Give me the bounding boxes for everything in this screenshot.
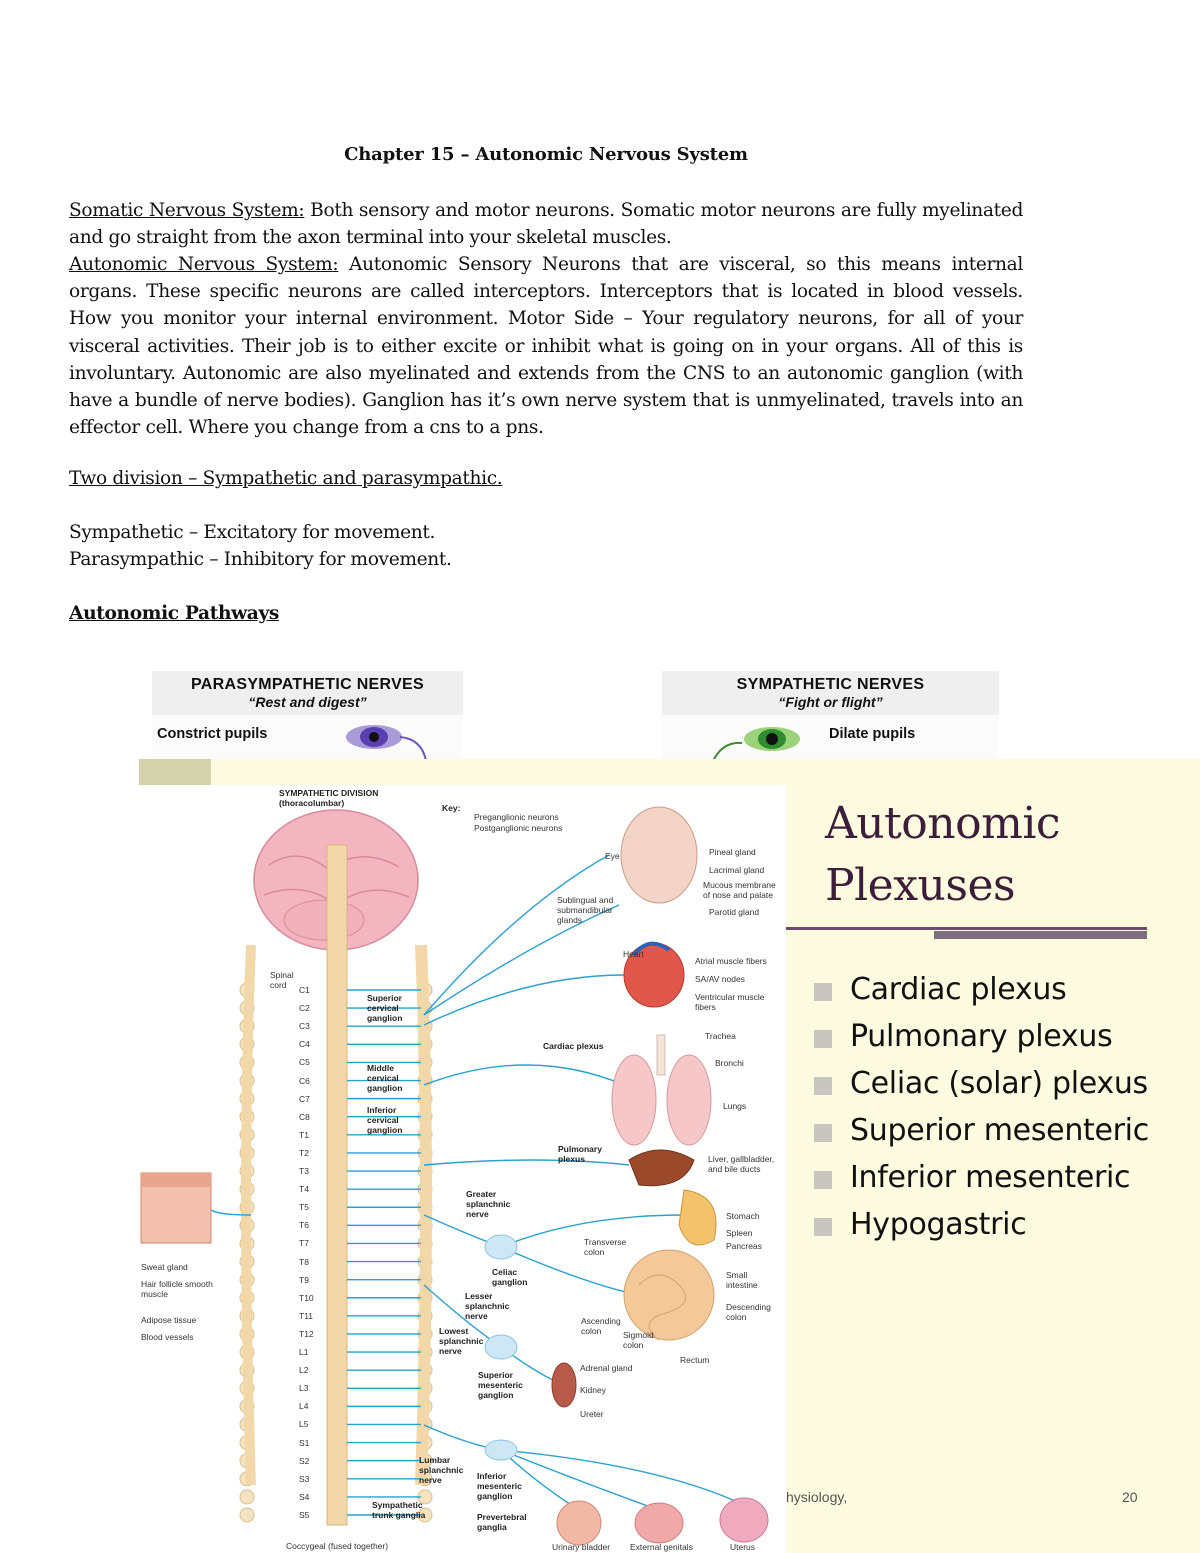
segment-label: L4 xyxy=(299,1401,309,1412)
rectum-label: Rectum xyxy=(680,1355,710,1365)
celiac-ganglion xyxy=(485,1235,517,1259)
slide-title-line1: Autonomic xyxy=(825,798,1061,849)
segment-label: T7 xyxy=(299,1238,309,1249)
cardiac-plexus-label: Cardiac plexus xyxy=(543,1041,604,1051)
spleen-label: Spleen xyxy=(726,1228,753,1238)
lowest-splanchnic-label: Lowest splanchnic nerve xyxy=(439,1326,484,1356)
pineal-gland-label: Pineal gland xyxy=(709,847,756,857)
ascending-colon-label: Ascending colon xyxy=(581,1316,621,1336)
plexus-list xyxy=(814,971,1174,1253)
ventricular-fibers-label: Ventricular muscle fibers xyxy=(695,992,765,1012)
parasympathetic-title: PARASYMPATHETIC NERVES xyxy=(191,676,424,693)
segment-label: T5 xyxy=(299,1202,309,1213)
heart-label: Heart xyxy=(623,949,644,959)
segment-label: T9 xyxy=(299,1274,309,1285)
two-division-heading: Two division – Sympathetic and parasympathic. xyxy=(69,468,503,489)
list-item: Hypogastric xyxy=(814,1206,1174,1244)
intestines-illustration xyxy=(624,1250,714,1340)
segment-label: S1 xyxy=(299,1437,310,1448)
segment-label: T11 xyxy=(299,1310,314,1321)
lungs-illustration xyxy=(612,1055,656,1145)
segment-label: C7 xyxy=(299,1093,310,1104)
segment-label: C6 xyxy=(299,1075,310,1086)
division-subtitle: (thoracolumbar) xyxy=(279,798,345,808)
atrial-fibers-label: Atrial muscle fibers xyxy=(695,956,767,966)
constrict-pupils-label: Constrict pupils xyxy=(157,726,268,742)
slide-title-line2: Plexuses xyxy=(825,860,1016,911)
adipose-tissue-label: Adipose tissue xyxy=(141,1315,197,1325)
sympathetic-title: SYMPATHETIC NERVES xyxy=(736,676,925,693)
slide-accent-bar xyxy=(139,759,211,785)
autonomic-text: Autonomic Sensory Neurons that are visceral, so this means internal organs. These specific neurons are called interceptors. Interceptors that is located in blood vessels. How you monitor your internal environment. Motor Side – Your regulatory neurons, for all of your visceral activities. Their job is to either excite or inhibit what is going on in your organs. All of this is involuntary. Autonomic are also myelinated and extends from the CNS to an autonomic ganglion (with have a bundle of nerve bodies). Ganglion has it’s own nerve system that is unmyelinated, travels into an effector cell. Where you change from a cns to a pns. xyxy=(69,254,1024,439)
middle-cervical-ganglion-label: Middle cervical ganglion xyxy=(367,1063,403,1093)
sublingual-glands-label: Sublingual and submandibular glands xyxy=(557,895,614,925)
segment-label: S2 xyxy=(299,1455,310,1466)
spinal-cord-label: Spinal cord xyxy=(270,970,294,990)
lungs-label: Lungs xyxy=(723,1101,747,1111)
green-eye-icon xyxy=(702,723,812,763)
list-item: Inferior mesenteric xyxy=(814,1159,1174,1197)
segment-label: C3 xyxy=(299,1021,310,1032)
transverse-colon-label: Transverse colon xyxy=(584,1237,627,1257)
square-bullet-icon xyxy=(814,1124,832,1142)
parasympathic-line: Parasympathic – Inhibitory for movement. xyxy=(69,549,452,570)
ureter-label: Ureter xyxy=(580,1409,604,1419)
superior-mesenteric-label: Superior mesenteric ganglion xyxy=(478,1370,523,1400)
division-title: SYMPATHETIC DIVISION xyxy=(279,788,379,798)
list-item: Celiac (solar) plexus xyxy=(814,1065,1174,1103)
list-item: Cardiac plexus xyxy=(814,971,1174,1009)
sa-av-nodes-label: SA/AV nodes xyxy=(695,974,745,984)
segment-label: C2 xyxy=(299,1003,310,1014)
stomach-label: Stomach xyxy=(726,1211,760,1221)
head-illustration xyxy=(621,807,697,903)
lacrimal-gland-label: Lacrimal gland xyxy=(709,865,765,875)
small-intestine-label: Small intestine xyxy=(726,1270,758,1290)
external-genitals-label: External genitals xyxy=(630,1542,693,1552)
segment-label: C5 xyxy=(299,1057,310,1068)
parasympathetic-subtitle: “Rest and digest” xyxy=(248,694,367,710)
segment-label: S5 xyxy=(299,1510,310,1520)
segment-label: T10 xyxy=(299,1292,314,1303)
sympathetic-trunk-label: Sympathetic trunk ganglia xyxy=(372,1500,426,1520)
segment-label: L1 xyxy=(299,1347,309,1358)
parasympathetic-figure xyxy=(152,671,463,761)
key-postganglionic: Postganglionic neurons xyxy=(474,823,563,833)
trachea-label: Trachea xyxy=(705,1031,736,1041)
square-bullet-icon xyxy=(814,1077,832,1095)
eye-label: Eye xyxy=(605,851,620,861)
genitals-illustration xyxy=(635,1503,683,1543)
segment-label: L5 xyxy=(299,1419,309,1430)
key-title: Key: xyxy=(442,803,461,813)
segment-label: T6 xyxy=(299,1220,309,1231)
autonomic-heading: Autonomic Nervous System: xyxy=(69,254,339,275)
segment-label: C8 xyxy=(299,1111,310,1122)
sympathetic-line: Sympathetic – Excitatory for movement. xyxy=(69,522,436,543)
square-bullet-icon xyxy=(814,1218,832,1236)
diagram-artwork xyxy=(139,785,786,1553)
inferior-mesenteric-ganglion xyxy=(485,1440,517,1460)
list-item: Pulmonary plexus xyxy=(814,1018,1174,1056)
greater-splanchnic-label: Greater splanchnic nerve xyxy=(466,1189,511,1219)
slide-title xyxy=(825,793,1060,917)
list-item: Superior mesenteric xyxy=(814,1112,1174,1150)
liver-illustration xyxy=(629,1150,694,1186)
superior-cervical-ganglion-label: Superior cervical ganglion xyxy=(367,993,403,1023)
blood-vessels-label: Blood vessels xyxy=(141,1332,194,1342)
bladder-illustration xyxy=(557,1501,601,1545)
segment-label: T2 xyxy=(299,1147,309,1158)
somatic-heading: Somatic Nervous System: xyxy=(69,200,305,221)
segment-label: T1 xyxy=(299,1129,309,1140)
hair-follicle-label: Hair follicle smooth muscle xyxy=(141,1279,213,1299)
slide-page-number: 20 xyxy=(1122,1489,1138,1505)
inferior-cervical-ganglion-label: Inferior cervical ganglion xyxy=(367,1105,403,1135)
inferior-mesenteric-label: Inferior mesenteric ganglion xyxy=(477,1471,522,1501)
segment-label: L2 xyxy=(299,1365,309,1376)
slide-divider-thick xyxy=(934,931,1147,939)
pancreas-label: Pancreas xyxy=(726,1241,762,1251)
liver-label: Liver, gallbladder, and bile ducts xyxy=(708,1154,775,1174)
segment-label: T4 xyxy=(299,1184,309,1195)
coccygeal-label: Coccygeal (fused together) xyxy=(286,1541,389,1551)
segment-label: S3 xyxy=(299,1473,310,1484)
somatic-text: Both sensory and motor neurons. Somatic motor neurons are fully myelinated and go straight from the axon terminal into your skeletal muscles. xyxy=(69,200,1023,249)
uterus-label: Uterus xyxy=(730,1542,756,1552)
stomach-illustration xyxy=(679,1190,716,1245)
adrenal-gland-label: Adrenal gland xyxy=(580,1363,633,1373)
purple-eye-icon xyxy=(342,721,462,761)
sweat-gland-label: Sweat gland xyxy=(141,1262,188,1272)
segment-label: S4 xyxy=(299,1491,310,1502)
sympathetic-header xyxy=(662,671,999,715)
bronchi-label: Bronchi xyxy=(715,1058,744,1068)
segment-label: C1 xyxy=(299,985,310,995)
slide-footer: hysiology, xyxy=(786,1489,848,1505)
dilate-pupils-label: Dilate pupils xyxy=(829,726,916,742)
lumbar-splanchnic-label: Lumbar splanchnic nerve xyxy=(419,1455,464,1485)
prevertebral-ganglia-label: Prevertebral ganglia xyxy=(477,1512,527,1532)
segment-label: C4 xyxy=(299,1039,310,1050)
sympathetic-subtitle: “Fight or flight” xyxy=(778,694,883,710)
mucous-membrane-label: Mucous membrane of nose and palate xyxy=(703,880,776,900)
kidney-illustration xyxy=(552,1363,576,1407)
slide-divider xyxy=(785,927,1147,930)
sympathetic-figure xyxy=(662,671,999,761)
pulmonary-plexus-label: Pulmonary plexus xyxy=(558,1144,602,1164)
chapter-title: Chapter 15 – Autonomic Nervous System xyxy=(344,144,748,165)
celiac-ganglion-label: Celiac ganglion xyxy=(492,1267,528,1287)
segment-label: T12 xyxy=(299,1328,314,1339)
square-bullet-icon xyxy=(814,983,832,1001)
parotid-gland-label: Parotid gland xyxy=(709,907,760,917)
autonomic-pathways-heading: Autonomic Pathways xyxy=(69,603,280,624)
segment-label: L3 xyxy=(299,1383,309,1394)
key-preganglionic: Preganglionic neurons xyxy=(474,812,559,822)
uterus-illustration xyxy=(720,1498,768,1542)
spinal-cord-illustration xyxy=(327,845,347,1525)
segment-label: T8 xyxy=(299,1256,309,1267)
descending-colon-label: Descending colon xyxy=(726,1302,771,1322)
sigmoid-colon-label: Sigmoid colon xyxy=(623,1330,654,1350)
sympathetic-division-diagram xyxy=(139,785,786,1553)
parasympathetic-header xyxy=(152,671,463,715)
urinary-bladder-label: Urinary bladder xyxy=(552,1542,611,1552)
segment-label: T3 xyxy=(299,1166,309,1177)
autonomic-paragraph xyxy=(69,251,1023,441)
kidney-label: Kidney xyxy=(580,1385,606,1395)
lesser-splanchnic-label: Lesser splanchnic nerve xyxy=(465,1291,510,1321)
square-bullet-icon xyxy=(814,1171,832,1189)
somatic-paragraph xyxy=(69,197,1023,251)
square-bullet-icon xyxy=(814,1030,832,1048)
